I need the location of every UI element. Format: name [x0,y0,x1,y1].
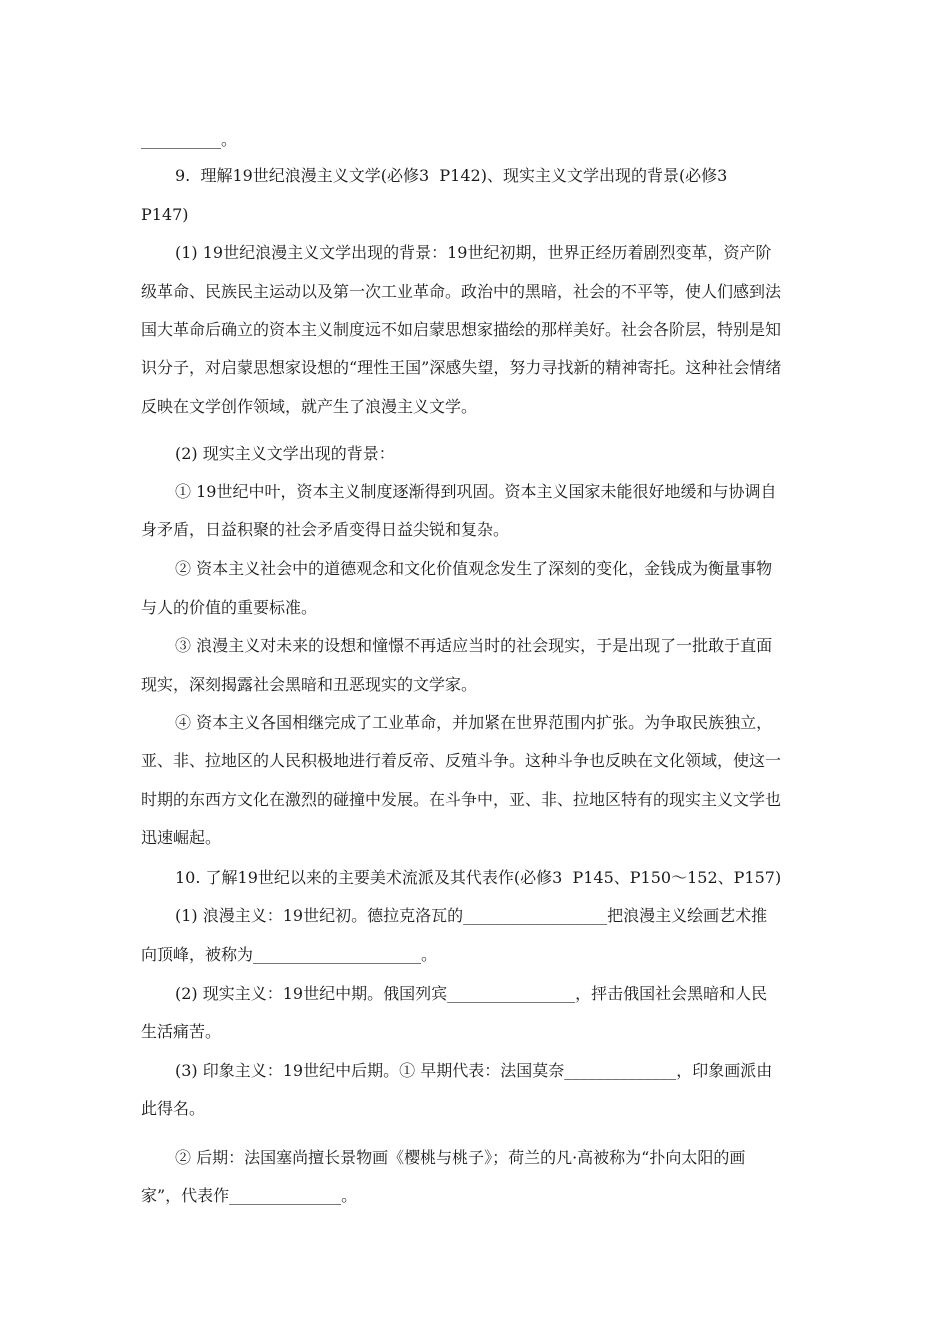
q9-part2-heading: (2) 现实主义文学出现的背景： [175,444,395,463]
q9-point-1: ① 19世纪中叶，资本主义制度逐渐得到巩固。资本主义国家未能很好地缓和与协调自 [175,482,777,501]
q9-point-4-cont: 时期的东西方文化在激烈的碰撞中发展。在斗争中，亚、非、拉地区特有的现实主义文学也 [141,790,782,809]
q10-part3-cont: 此得名。 [141,1099,206,1118]
q9-point-4-cont: 迅速崛起。 [141,828,222,847]
question-9-heading: 9. 理解19世纪浪漫主义文学(必修3 P142)、现实主义文学出现的背景(必修3 [175,166,728,185]
q9-point-4-cont: 亚、非、拉地区的人民积极地进行着反帝、反殖斗争。这种斗争也反映在文化领域，使这一 [141,751,782,770]
q9-point-2-cont: 与人的价值的重要标准。 [141,598,318,617]
q9-part1-text: 识分子，对启蒙思想家设想的“理性王国”深感失望，努力寻找新的精神寄托。这种社会情绪 [141,358,782,377]
q10-part3-later-cont: 家”，代表作______________。 [141,1186,358,1205]
q9-part1-text: (1) 19世纪浪漫主义文学出现的背景：19世纪初期，世界正经历着剧烈变革，资产阶 [175,243,772,262]
q10-part3: (3) 印象主义：19世纪中后期。① 早期代表：法国莫奈______________，印象画派由 [175,1061,773,1080]
q9-point-2: ② 资本主义社会中的道德观念和文化价值观念发生了深刻的变化，金钱成为衡量事物 [175,559,773,578]
question-10-heading: 10. 了解19世纪以来的主要美术流派及其代表作(必修3 P145、P150～152、P157) [175,868,782,887]
q9-part1-text: 反映在文学创作领域，就产生了浪漫主义文学。 [141,397,478,416]
q9-point-4: ④ 资本主义各国相继完成了工业革命，并加紧在世界范围内扩张。为争取民族独立， [175,713,773,732]
q10-part1-cont: 向顶峰，被称为_____________________。 [141,945,438,964]
q9-point-3-cont: 现实，深刻揭露社会黑暗和丑恶现实的文学家。 [141,675,478,694]
q9-part1-text: 级革命、民族民主运动以及第一次工业革命。政治中的黑暗，社会的不平等，使人们感到法 [141,282,782,301]
blank-answer-line: __________。 [141,130,238,149]
q10-part2-cont: 生活痛苦。 [141,1022,222,1041]
q9-point-3: ③ 浪漫主义对未来的设想和憧憬不再适应当时的社会现实，于是出现了一批敢于直面 [175,636,773,655]
q10-part3-later: ② 后期：法国塞尚擅长景物画《樱桃与桃子》；荷兰的凡·高被称为“扑向太阳的画 [175,1148,746,1167]
q10-part1: (1) 浪漫主义：19世纪初。德拉克洛瓦的__________________把浪漫主义绘画艺术推 [175,906,768,925]
question-9-heading-cont: P147) [141,205,189,224]
q9-part1-text: 国大革命后确立的资本主义制度远不如启蒙思想家描绘的那样美好。社会各阶层，特别是知 [141,320,782,339]
q9-point-1-cont: 身矛盾，日益积聚的社会矛盾变得日益尖锐和复杂。 [141,520,510,539]
q10-part2: (2) 现实主义：19世纪中期。俄国列宾________________，抨击俄国社会黑暗和人民 [175,984,768,1003]
